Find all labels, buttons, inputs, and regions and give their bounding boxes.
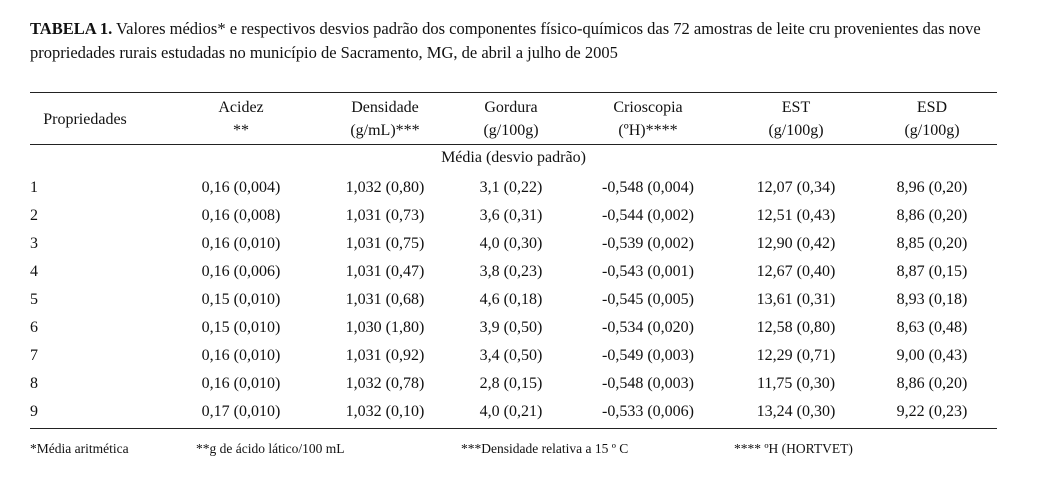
header-acidez — [180, 96, 302, 142]
cell-acidez: 0,16 (0,008) — [201, 207, 281, 224]
cell-gordura: 3,8 (0,23) — [479, 263, 543, 280]
cell-crioscopia: -0,539 (0,002) — [602, 235, 694, 252]
cell-est: 11,75 (0,30) — [756, 375, 836, 392]
top-rule — [30, 92, 997, 93]
header-propriedades-label: Propriedades — [43, 111, 127, 128]
header-acidez-label: Acidez — [218, 99, 264, 116]
table-row — [0, 288, 1038, 316]
cell-densidade: 1,032 (0,78) — [345, 375, 425, 392]
cell-gordura: 4,6 (0,18) — [479, 291, 543, 308]
cell-est: 13,24 (0,30) — [756, 403, 836, 420]
header-esd-label: ESD — [916, 99, 948, 116]
footnote-hortvet: **** ºH (HORTVET) — [734, 441, 853, 456]
cell-acidez: 0,16 (0,006) — [201, 263, 281, 280]
cell-esd: 8,86 (0,20) — [896, 375, 968, 392]
cell-acidez: 0,16 (0,010) — [201, 235, 281, 252]
table-row — [0, 400, 1038, 428]
cell-gordura: 2,8 (0,15) — [479, 375, 543, 392]
cell-propriedade: 1 — [30, 179, 38, 196]
cell-densidade: 1,031 (0,73) — [345, 207, 425, 224]
cell-est: 13,61 (0,31) — [756, 291, 836, 308]
cell-esd: 8,93 (0,18) — [896, 291, 968, 308]
cell-crioscopia: -0,544 (0,002) — [602, 207, 694, 224]
table-body — [0, 176, 1038, 428]
cell-gordura: 3,6 (0,31) — [479, 207, 543, 224]
table-row — [0, 204, 1038, 232]
cell-propriedade: 3 — [30, 235, 38, 252]
header-crioscopia-label: Crioscopia — [613, 99, 683, 116]
table-row — [0, 372, 1038, 400]
caption-label: TABELA 1. — [30, 19, 113, 38]
subheader: Média (desvio padrão) — [441, 149, 586, 166]
cell-crioscopia: -0,534 (0,020) — [602, 319, 694, 336]
cell-densidade: 1,030 (1,80) — [345, 319, 425, 336]
header-densidade-unit: (g/mL)*** — [350, 122, 420, 139]
cell-propriedade: 2 — [30, 207, 38, 224]
header-crioscopia-unit: (ºH)**** — [618, 122, 678, 139]
bottom-rule — [30, 428, 997, 429]
header-crioscopia — [578, 96, 718, 142]
cell-propriedade: 4 — [30, 263, 38, 280]
header-gordura — [448, 96, 574, 142]
cell-esd: 9,22 (0,23) — [896, 403, 968, 420]
cell-densidade: 1,031 (0,75) — [345, 235, 425, 252]
table-row — [0, 260, 1038, 288]
footnote-acidez: **g de ácido lático/100 mL — [196, 441, 345, 456]
cell-gordura: 4,0 (0,21) — [479, 403, 543, 420]
cell-crioscopia: -0,543 (0,001) — [602, 263, 694, 280]
cell-esd: 8,96 (0,20) — [896, 179, 968, 196]
cell-acidez: 0,15 (0,010) — [201, 319, 281, 336]
header-est-unit: (g/100g) — [768, 122, 824, 139]
cell-crioscopia: -0,549 (0,003) — [602, 347, 694, 364]
cell-densidade: 1,031 (0,68) — [345, 291, 425, 308]
cell-densidade: 1,031 (0,47) — [345, 263, 425, 280]
cell-gordura: 3,1 (0,22) — [479, 179, 543, 196]
header-esd — [862, 96, 1002, 142]
cell-acidez: 0,15 (0,010) — [201, 291, 281, 308]
cell-acidez: 0,16 (0,010) — [201, 375, 281, 392]
cell-esd: 8,63 (0,48) — [896, 319, 968, 336]
cell-densidade: 1,031 (0,92) — [345, 347, 425, 364]
cell-acidez: 0,16 (0,004) — [201, 179, 281, 196]
cell-est: 12,90 (0,42) — [756, 235, 836, 252]
cell-est: 12,67 (0,40) — [756, 263, 836, 280]
cell-esd: 8,85 (0,20) — [896, 235, 968, 252]
cell-propriedade: 7 — [30, 347, 38, 364]
footnote-media: *Média aritmética — [30, 441, 129, 456]
cell-esd: 8,86 (0,20) — [896, 207, 968, 224]
cell-propriedade: 8 — [30, 375, 38, 392]
caption-text: Valores médios* e respectivos desvios padrão dos componentes físico-químicos das 72 amostras de leite cru provenientes das nove propriedades rurais estudadas no município de Sacramento, MG, de abril a julho de 2005 — [30, 19, 981, 62]
table-row — [0, 176, 1038, 204]
cell-densidade: 1,032 (0,80) — [345, 179, 425, 196]
cell-esd: 8,87 (0,15) — [896, 263, 968, 280]
header-esd-unit: (g/100g) — [904, 122, 960, 139]
cell-est: 12,29 (0,71) — [756, 347, 836, 364]
header-gordura-unit: (g/100g) — [483, 122, 539, 139]
table-row — [0, 316, 1038, 344]
cell-gordura: 4,0 (0,30) — [479, 235, 543, 252]
cell-propriedade: 5 — [30, 291, 38, 308]
header-rule — [30, 144, 997, 145]
cell-gordura: 3,4 (0,50) — [479, 347, 543, 364]
cell-acidez: 0,17 (0,010) — [201, 403, 281, 420]
header-densidade-label: Densidade — [351, 99, 419, 116]
cell-crioscopia: -0,545 (0,005) — [602, 291, 694, 308]
cell-est: 12,58 (0,80) — [756, 319, 836, 336]
header-acidez-unit: ** — [233, 122, 249, 139]
header-gordura-label: Gordura — [484, 99, 538, 116]
cell-est: 12,07 (0,34) — [756, 179, 836, 196]
cell-densidade: 1,032 (0,10) — [345, 403, 425, 420]
table-row — [0, 232, 1038, 260]
footnote-densidade: ***Densidade relativa a 15 º C — [461, 441, 629, 456]
cell-crioscopia: -0,548 (0,004) — [602, 179, 694, 196]
table-row — [0, 344, 1038, 372]
cell-crioscopia: -0,548 (0,003) — [602, 375, 694, 392]
header-est — [728, 96, 864, 142]
header-propriedades — [30, 108, 140, 131]
header-est-label: EST — [781, 99, 811, 116]
cell-gordura: 3,9 (0,50) — [479, 319, 543, 336]
table-caption — [30, 17, 1010, 65]
cell-propriedade: 9 — [30, 403, 38, 420]
cell-esd: 9,00 (0,43) — [896, 347, 968, 364]
cell-acidez: 0,16 (0,010) — [201, 347, 281, 364]
cell-est: 12,51 (0,43) — [756, 207, 836, 224]
cell-propriedade: 6 — [30, 319, 38, 336]
header-densidade — [315, 96, 455, 142]
cell-crioscopia: -0,533 (0,006) — [602, 403, 694, 420]
